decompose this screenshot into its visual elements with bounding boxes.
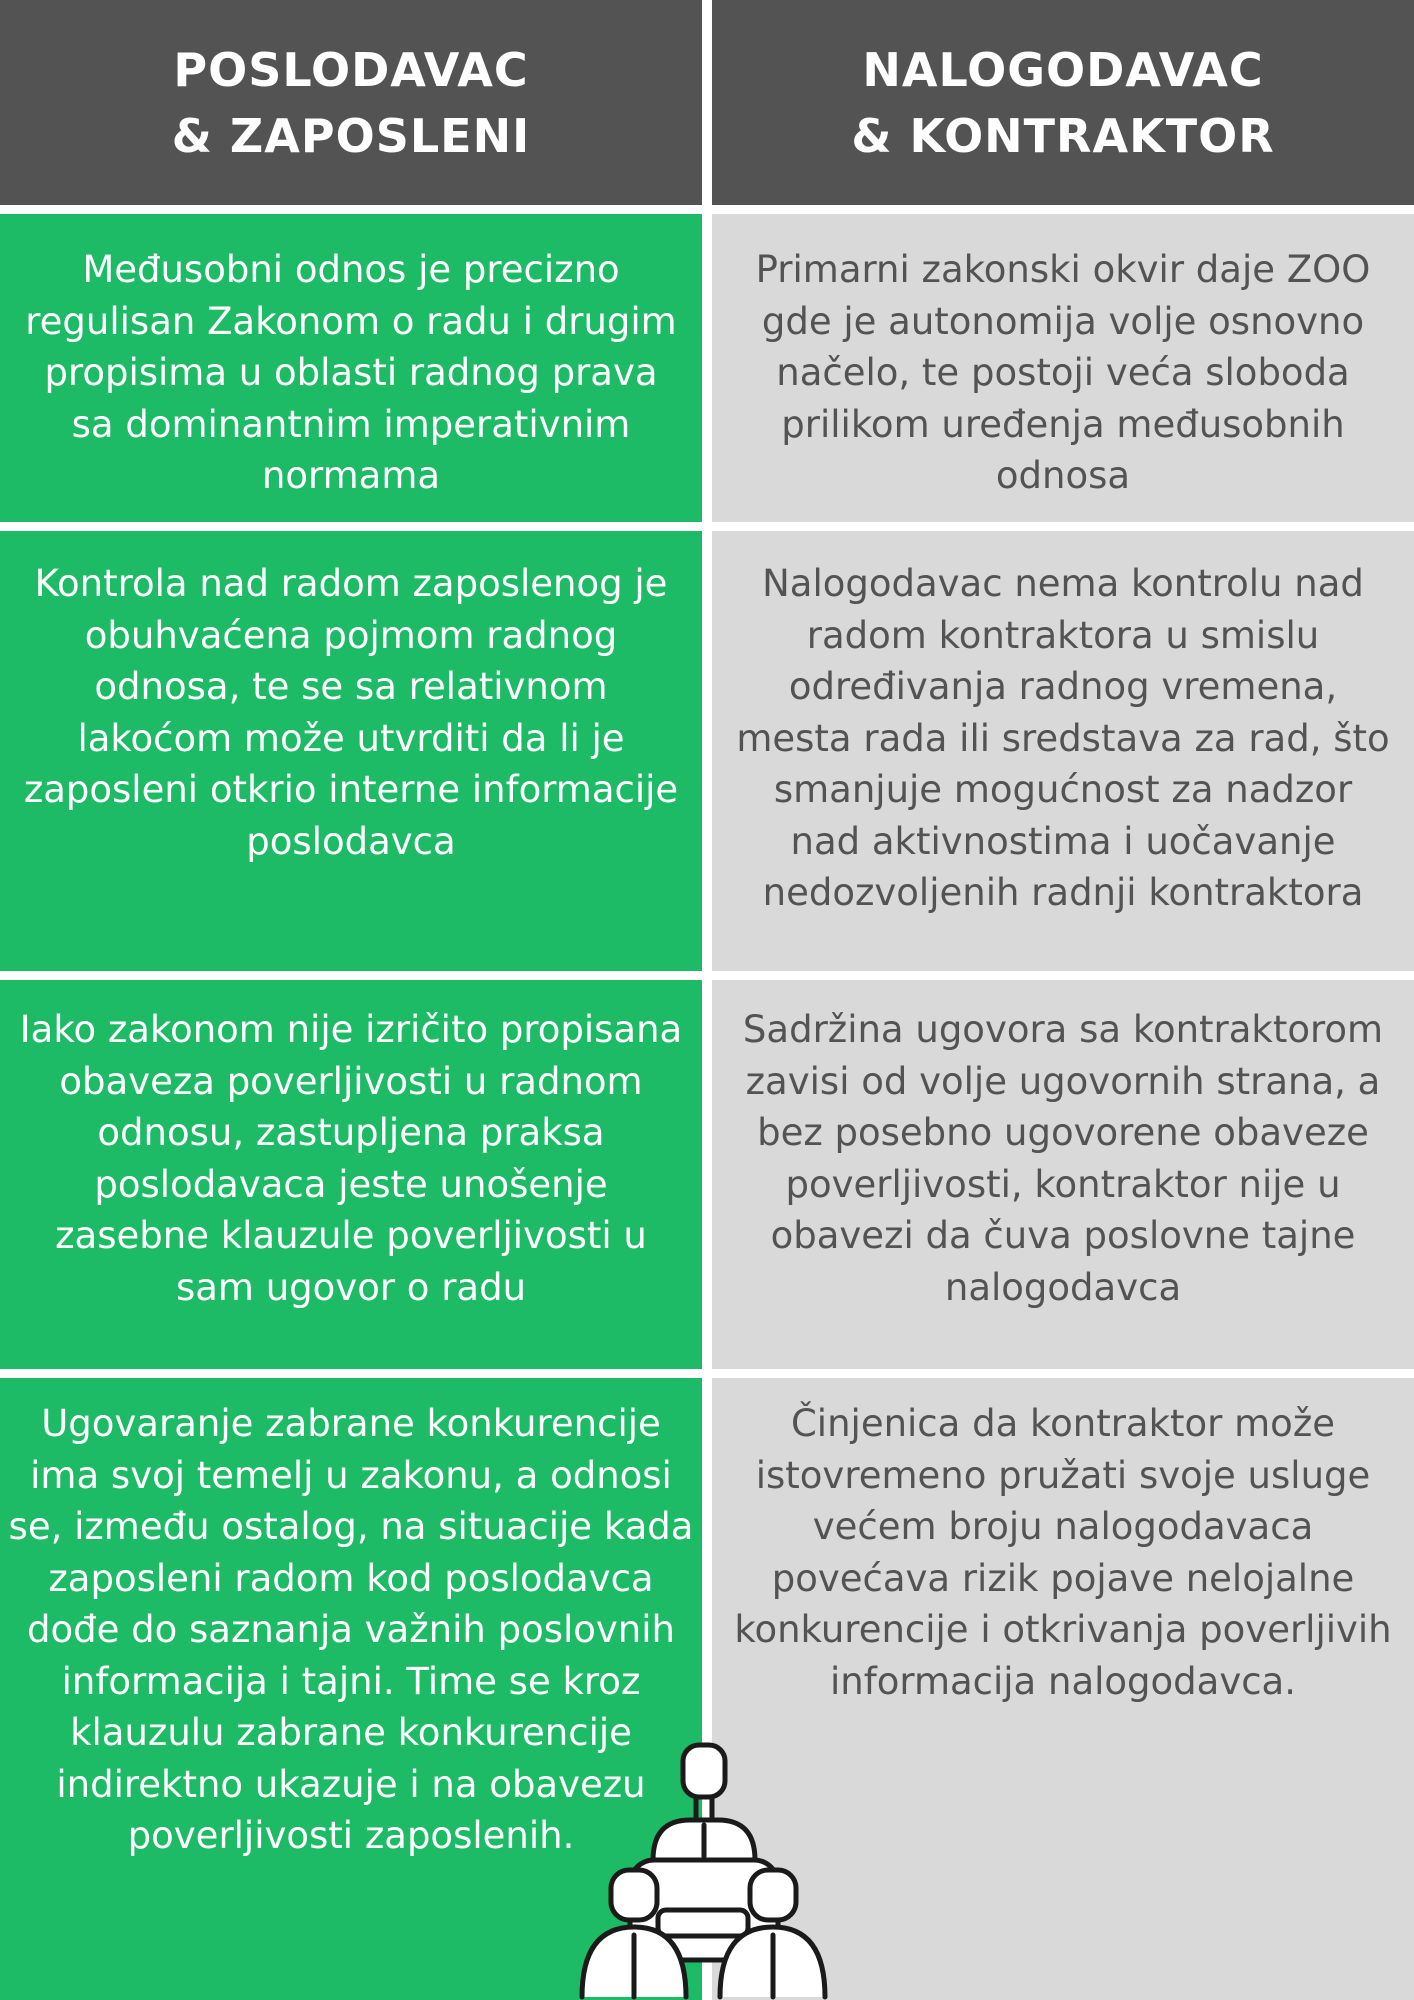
- text-line: radom kontraktora u smislu: [806, 613, 1320, 657]
- text-line: većem broju nalogodavaca: [812, 1505, 1314, 1548]
- text-line: načelo, te postoji veća sloboda: [776, 351, 1350, 394]
- text-line: Nalogodavac nema kontrolu nad: [762, 562, 1364, 605]
- text-line: obaveza poverljivosti u radnom: [59, 1059, 643, 1103]
- text-line: Iako zakonom nije izričito propisana: [19, 1008, 683, 1051]
- text-line: regulisan Zakonom o radu i drugim: [25, 299, 677, 343]
- text-line: Činjenica da kontraktor može: [790, 1402, 1336, 1445]
- text-line: ima svoj temelj u zakonu, a odnosi: [30, 1453, 672, 1497]
- text-line: odnosa: [995, 454, 1131, 497]
- text-line: sa dominantnim imperativnim: [71, 402, 631, 446]
- text-line: obavezi da čuva poslovne tajne: [770, 1214, 1356, 1257]
- text-line: poslodavca: [246, 819, 456, 863]
- header-contractor-line: & KONTRAKTOR: [851, 108, 1275, 163]
- text-line: obuhvaćena pojmom radnog: [84, 613, 618, 657]
- text-line: normama: [261, 454, 441, 497]
- text-line: zavisi od volje ugovornih strana, a: [745, 1059, 1381, 1103]
- text-line: prilikom uređenja međusobnih: [781, 402, 1345, 446]
- text-line: lakoćom može utvrditi da li je: [77, 716, 625, 760]
- text-line: gde je autonomija volje osnovno: [761, 299, 1365, 343]
- text-line: sam ugovor o radu: [175, 1265, 527, 1309]
- text-line: informacija nalogodavca.: [829, 1659, 1296, 1703]
- text-line: nalogodavca: [944, 1265, 1182, 1309]
- text-line: određivanja radnog vremena,: [788, 665, 1338, 708]
- row-1-contractor-cell: [712, 214, 1414, 522]
- text-line: klauzulu zabrane konkurencije: [70, 1711, 632, 1754]
- text-line: Međusobni odnos je precizno: [82, 248, 620, 291]
- text-line: bez posebno ugovorene obaveze: [757, 1111, 1369, 1154]
- text-line: poverljivosti, kontraktor nije u: [785, 1162, 1341, 1206]
- text-line: povećava rizik pojave nelojalne: [771, 1556, 1355, 1600]
- text-line: konkurencije i otkrivanja poverljivih: [734, 1608, 1392, 1651]
- header-contractor: [712, 0, 1414, 205]
- text-line: Ugovaranje zabrane konkurencije: [41, 1402, 661, 1445]
- text-line: odnosu, zastupljena praksa: [97, 1111, 605, 1154]
- text-line: smanjuje mogućnost za nadzor: [773, 768, 1353, 811]
- text-line: zaposleni radom kod poslodavca: [48, 1556, 654, 1600]
- text-line: zaposleni otkrio interne informacije: [23, 768, 679, 811]
- header-employer-line: & ZAPOSLENI: [171, 108, 531, 163]
- text-line: poverljivosti zaposlenih.: [127, 1814, 575, 1857]
- people-meeting-icon: [578, 1735, 828, 2000]
- text-line: se, između ostalog, na situacije kada: [8, 1505, 694, 1548]
- row-1-employer-cell: [0, 214, 702, 522]
- text-line: nad aktivnostima i uočavanje: [790, 819, 1336, 863]
- header-employer: [0, 0, 702, 205]
- row-2-contractor-cell: [712, 531, 1414, 971]
- text-line: propisima u oblasti radnog prava: [44, 351, 658, 394]
- text-line: indirektno ukazuje i na obavezu: [56, 1762, 646, 1806]
- text-line: odnosa, te se sa relativnom: [94, 665, 608, 708]
- text-line: informacija i tajni. Time se kroz: [61, 1659, 641, 1703]
- text-line: poslodavaca jeste unošenje: [94, 1162, 608, 1206]
- text-line: dođe do saznanja važnih poslovnih: [26, 1608, 675, 1651]
- text-line: mesta rada ili sredstava za rad, što: [736, 716, 1390, 760]
- text-line: zasebne klauzule poverljivosti u: [55, 1214, 647, 1257]
- row-2-employer-cell: [0, 531, 702, 971]
- text-line: Kontrola nad radom zaposlenog je: [34, 562, 668, 605]
- header-contractor-line: NALOGODAVAC: [862, 42, 1264, 97]
- text-line: istovremeno pružati svoje usluge: [755, 1453, 1371, 1497]
- row-3-employer-cell: [0, 980, 702, 1369]
- text-line: nedozvoljenih radnji kontraktora: [762, 871, 1364, 914]
- header-employer-line: POSLODAVAC: [173, 42, 529, 97]
- text-line: Primarni zakonski okvir daje ZOO: [755, 248, 1371, 291]
- text-line: Sadržina ugovora sa kontraktorom: [742, 1008, 1384, 1051]
- row-3-contractor-cell: [712, 980, 1414, 1369]
